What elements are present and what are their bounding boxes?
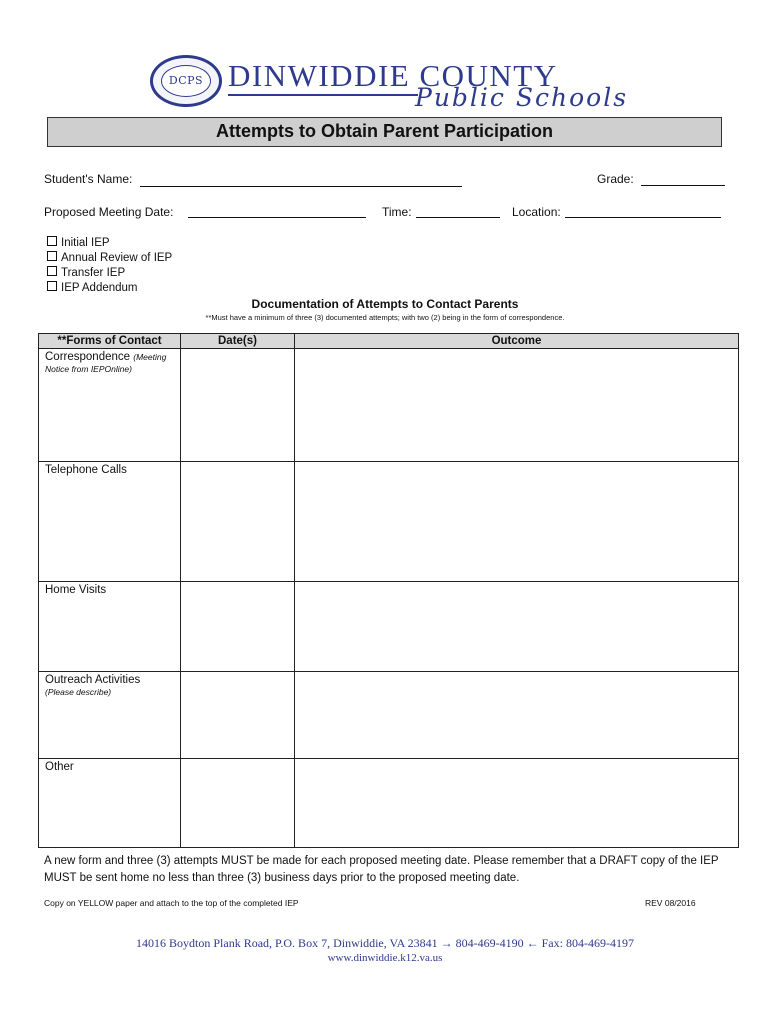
checkbox-transfer-iep[interactable] [47,266,125,279]
checkbox-icon [47,281,57,291]
time-label: Time: [382,205,412,219]
checkbox-label: Transfer IEP [61,267,126,279]
checkbox-annual-review[interactable] [47,251,172,264]
documentation-heading: Documentation of Attempts to Contact Parents [251,297,519,311]
dates-cell[interactable] [181,672,295,759]
outcome-cell[interactable] [295,462,739,582]
checkbox-label: Annual Review of IEP [61,252,173,264]
seal-inner-ring [161,65,211,97]
row-label: Correspondence [45,351,131,363]
row-sublabel: Notice from IEPOnline) [45,364,132,374]
row-label: Other [45,761,74,773]
form-title-box [47,117,722,147]
address-line: 14016 Boydton Plank Road, P.O. Box 7, Dinwiddie, VA 23841 → 804-469-4190 ← Fax: 804-469-4197 [136,936,634,950]
copy-instruction: Copy on YELLOW paper and attach to the top of the completed IEP [44,898,299,908]
dates-cell[interactable] [181,349,295,462]
grade-label: Grade: [597,172,634,186]
table-row [39,349,739,462]
footer-note: A new form and three (3) attempts MUST be made for each proposed meeting date. Please remember that a DRAFT copy of the IEP MUST be sent home no less than three (3) business days prior to the proposed meeting date. [44,855,719,884]
header-outcome: Outcome [295,334,739,349]
public-schools-script: Public Schools [415,83,629,112]
student-name-label: Student's Name: [44,172,133,186]
location-field[interactable] [565,217,721,218]
student-name-field[interactable] [140,186,462,187]
checkbox-initial-iep[interactable] [47,236,110,249]
dcps-seal-logo [150,55,222,107]
table-row [39,759,739,848]
table-row [39,582,739,672]
meeting-date-field[interactable] [188,217,366,218]
grade-field[interactable] [641,185,725,186]
dates-cell[interactable] [181,462,295,582]
outcome-cell[interactable] [295,759,739,848]
outcome-cell[interactable] [295,349,739,462]
revision-label: REV 08/2016 [645,898,696,908]
county-name: DINWIDDIE COUNTY [228,58,558,93]
row-label: Home Visits [45,584,107,596]
row-label: Outreach Activities [45,674,141,686]
row-label: Telephone Calls [45,464,127,476]
time-field[interactable] [416,217,500,218]
table-row [39,462,739,582]
row-label-cell [39,349,181,462]
checkbox-label: IEP Addendum [61,282,138,294]
dates-cell[interactable] [181,582,295,672]
location-label: Location: [512,205,561,219]
checkbox-icon [47,251,57,261]
meeting-date-label: Proposed Meeting Date: [44,205,174,219]
form-title: Attempts to Obtain Parent Participation [215,121,554,141]
row-label-cell [39,462,181,582]
header-dates: Date(s) [181,334,295,349]
outcome-cell[interactable] [295,582,739,672]
checkbox-iep-addendum[interactable] [47,281,138,294]
checkbox-label: Initial IEP [61,237,110,249]
table-header-row [39,334,739,349]
row-sublabel-inline: (Meeting [133,352,167,362]
row-label-cell [39,759,181,848]
row-label-cell [39,582,181,672]
website-link[interactable]: www.dinwiddie.k12.va.us [327,952,443,964]
documentation-note: **Must have a minimum of three (3) documented attempts; with two (2) being in the form of correspondence. [205,313,565,322]
contact-attempts-table [38,333,739,848]
logo-underline [228,94,418,96]
row-label-cell [39,672,181,759]
outcome-cell[interactable] [295,672,739,759]
checkbox-icon [47,266,57,276]
table-row [39,672,739,759]
checkbox-icon [47,236,57,246]
header-forms-of-contact: **Forms of Contact [39,334,181,349]
seal-text: DCPS [168,74,204,87]
dates-cell[interactable] [181,759,295,848]
row-sublabel: (Please describe) [45,687,112,697]
